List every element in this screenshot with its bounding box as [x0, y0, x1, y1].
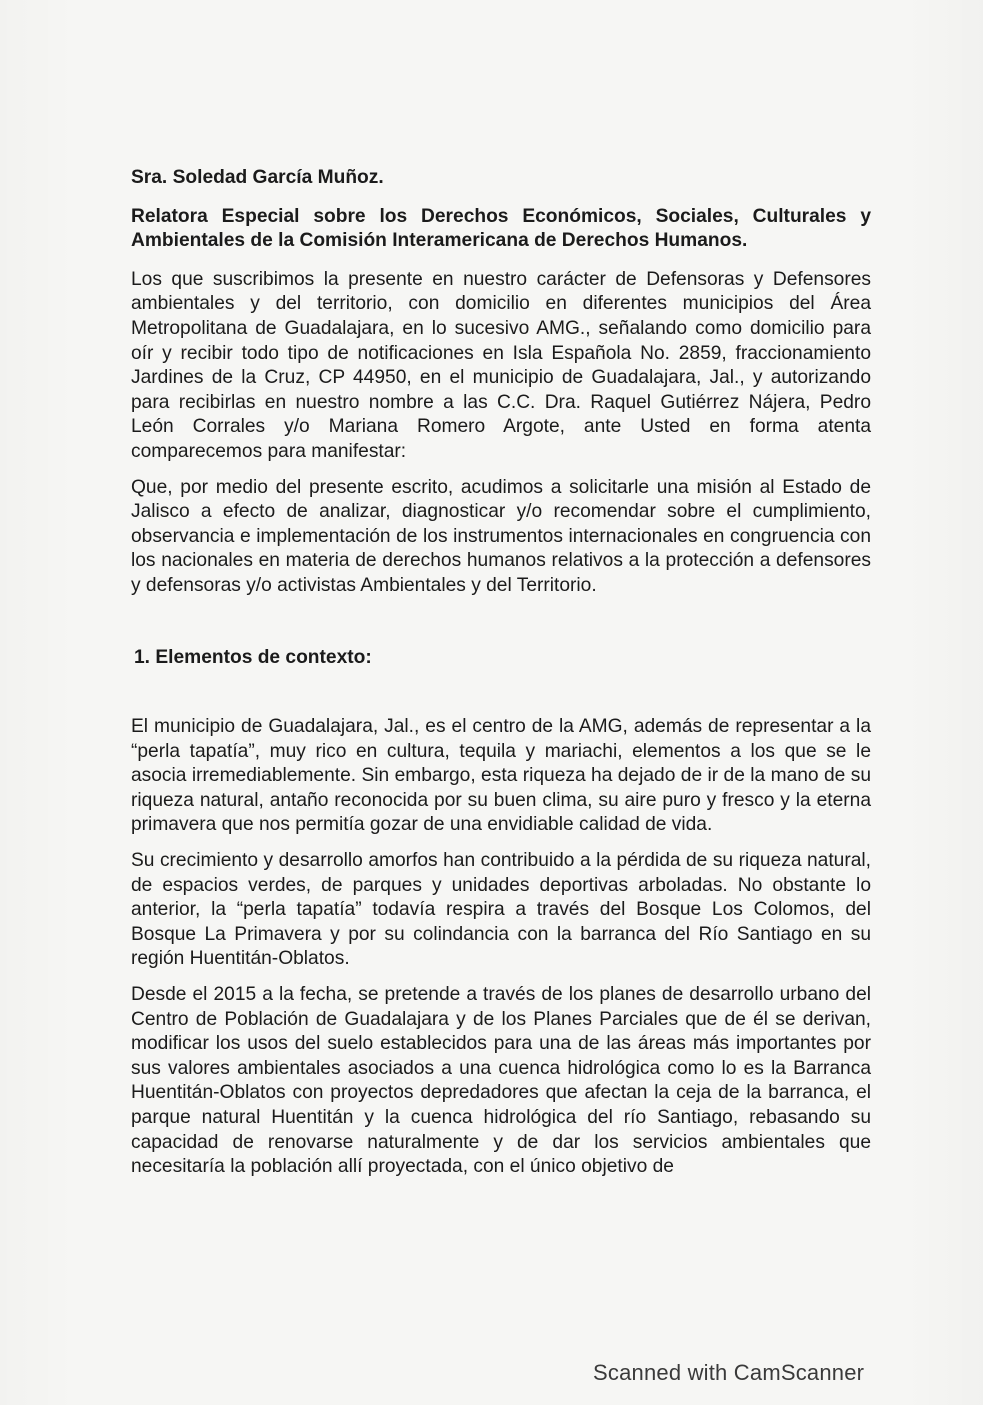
intro-paragraph: Los que suscribimos la presente en nuestro carácter de Defensoras y Defensores ambientales y del territorio, con domicilio en diferentes municipios del Área Metropolitana de Guadalajara, en lo sucesivo AMG., señalando como domicilio para oír y recibir todo tipo de notificaciones en Isla Española No. 2859, fraccionamiento Jardines de la Cruz, CP 44950, en el municipio de Guadalajara, Jal., y autorizando para recibirlas en nuestro nombre a las C.C. Dra. Raquel Gutiérrez Nájera, Pedro León Corrales y/o Mariana Romero Argote, ante Usted en forma atenta comparecemos para manifestar:: [131, 268, 871, 462]
letter-body: [131, 166, 871, 1191]
addressee-role: Relatora Especial sobre los Derechos Económicos, Sociales, Culturales y Ambientales de la Comisión Interamericana de Derechos Humanos.: [131, 205, 871, 252]
addressee-name: Sra. Soledad García Muñoz.: [131, 167, 384, 188]
scanner-watermark: Scanned with CamScanner: [593, 1360, 865, 1385]
context-paragraph: Su crecimiento y desarrollo amorfos han contribuido a la pérdida de su riqueza natural, de espacios verdes, de parques y unidades deportivas arboladas. No obstante lo anterior, la “perla tapatía” todavía respira a través del Bosque Los Colomos, del Bosque La Primavera y por su colindancia con la barranca del Río Santiago en su región Huentitán-Oblatos.: [131, 850, 871, 970]
context-paragraph: El municipio de Guadalajara, Jal., es el centro de la AMG, además de representar a la “perla tapatía”, muy rico en cultura, tequila y mariachi, elementos a los que se le asocia irremediablemente. Sin embargo, esta riqueza ha dejado de ir de la mano de su riqueza natural, antaño reconocida por su buen clima, su aire puro y fresco y la eterna primavera que nos permitía gozar de una envidiable calidad de vida.: [131, 716, 871, 836]
request-paragraph: Que, por medio del presente escrito, acudimos a solicitarle una misión al Estado de Jalisco a efecto de analizar, diagnosticar y/o recomendar sobre el cumplimiento, observancia e implementación de los instrumentos internacionales en congruencia con los nacionales en materia de derechos humanos relativos a la protección a defensores y defensoras y/o activistas Ambientales y del Territorio.: [131, 476, 871, 596]
section-heading: 1. Elementos de contexto:: [134, 646, 372, 668]
context-paragraph: Desde el 2015 a la fecha, se pretende a través de los planes de desarrollo urbano del Centro de Población de Guadalajara y de los Planes Parciales que de él se derivan, modificar los usos del suelo establecidos para una de las áreas más importantes por sus valores ambientales asociados a una cuenca hidrológica como lo es la Barranca Huentitán-Oblatos con proyectos depredadores que afectan la ceja de la barranca, el parque natural Huentitán y la cuenca hidrológica del río Santiago, rebasando su capacidad de renovarse naturalmente y de dar los servicios ambientales que necesitaría la población allí proyectada, con el único objetivo de: [131, 984, 871, 1178]
